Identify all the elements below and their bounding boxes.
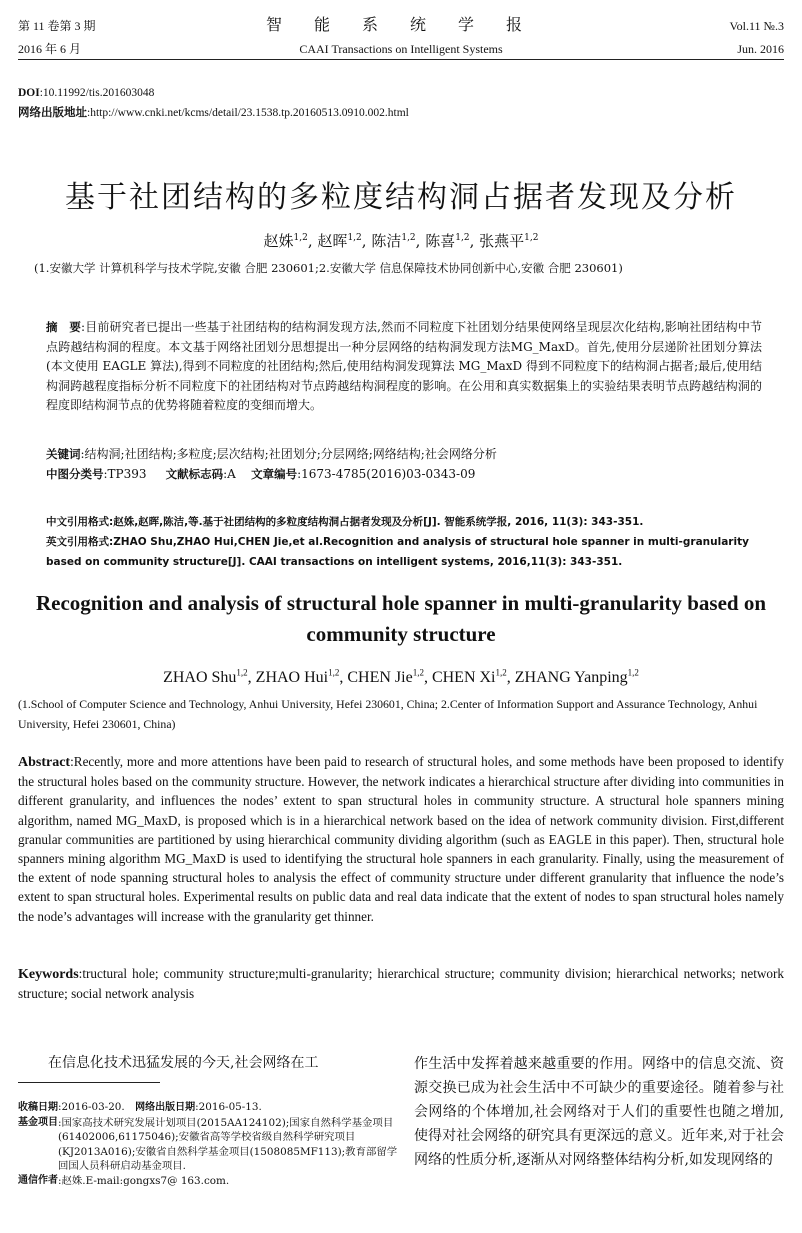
header-volume-cn: 第 11 卷第 3 期 xyxy=(18,19,96,33)
keywords-en-text: :tructural hole; community structure;multi-granularity; hierarchical structure; community division; hierarchical networks; network structure; social network analysis xyxy=(18,966,784,1002)
affiliation-cn: (1.安徽大学 计算机科学与技术学院,安徽 合肥 230601;2.安徽大学 信息保障技术协同创新中心,安徽 合肥 230601) xyxy=(34,261,623,275)
url-label: 网络出版地址 xyxy=(18,107,87,119)
keywords-cn-text: :结构洞;社团结构;多粒度;层次结构;社团划分;分层网络;网络结构;社会网络分析 xyxy=(80,447,497,461)
article-number-label: 文章编号 xyxy=(251,467,298,481)
abstract-cn-text: :目前研究者已提出一些基于社团结构的结构洞发现方法,然而不同粒度下社团划分结果使网络呈现层次化结构,影响社团结构中节点跨越结构洞的程度。本文基于网络社团划分思想提出一种分层网络的结构洞发现方法MG_MaxD。首先,使用分层递阶社团划分算法(本文使用 EAGLE 算法),得到不同粒度的社团结构;然后,使用结构洞发现算法 MG_MaxD 得到不同粒度下的结构洞占据者;最后,使用结构洞跨越程度指标分析不同粒度下的社团结构对节点跨越结构洞程度的影响。在公用和真实数据集上的实验结果表明节点跨越结构洞的程度即结构洞节点的优势将随着粒度的变细而增大。 xyxy=(46,320,762,413)
keywords-cn-label: 关键词 xyxy=(46,447,81,461)
keywords-en-label: Keywords xyxy=(18,967,79,982)
footnotes xyxy=(18,1100,398,1188)
doc-code-value: :A xyxy=(223,467,236,481)
doi-label: DOI xyxy=(18,87,40,99)
abstract-en-text: :Recently, more and more attentions have been paid to research of structural holes, and some methods have been proposed to identify the structural holes based on the community structure. However, the network indicates a hierarchical structure after dividing into communities in different granularity, and influences the nodes’ extent to span structural holes in community structure. A structural hole spanners mining algorithm, named MG_MaxD, is proposed which is in a hierarchical network based on the idea of network community division. First,different granular communities are partitioned by using hierarchical community dividing algorithm (such as EAGLE in this paper). Then, structural hole spanners mining algorithm MG_MaxD is used to identifying the structural hole spanners in each granularity. Finally, using the measurement of the extent of node spanning structural holes to analysis the effect of community structure under different granularity that influence the node’s extent to span structural holes. Experimental results on public data and real data indicate that the extent of nodes to span structural holes namely the node’s advantages will increase with the granularity get thinner. xyxy=(18,754,784,924)
header-date-cn: 2016 年 6 月 xyxy=(18,42,82,56)
clc-label: 中图分类号 xyxy=(46,467,104,481)
doi-line xyxy=(18,84,784,102)
classification-cn xyxy=(46,465,762,484)
doi-value: :10.11992/tis.201603048 xyxy=(39,87,155,99)
author-cn: 张燕平$^{1,2}$ xyxy=(479,232,539,250)
author-en: ZHAO Shu$^{1,2}$, xyxy=(163,668,256,687)
author-cn: 赵晖$^{1,2}$, xyxy=(317,232,367,250)
citation-en: 英文引用格式:ZHAO Shu,ZHAO Hui,CHEN Jie,et al.Recognition and analysis of structural hole spanner in multi-granularity based on community structure[J]. CAAI transactions on intelligent systems, 2016,11(3): 343-351. xyxy=(46,536,749,568)
abstract-en-label: Abstract xyxy=(18,755,71,770)
header-journal-cn: 智 能 系 统 学 报 xyxy=(265,17,536,34)
header-row-2 xyxy=(18,40,784,57)
footnote-funding: 基金项目 :国家高技术研究发展计划项目(2015AA124102);国家自然科学基金项目(61402006,61175046);安徽省高等学校省级自然科学研究项目(KJ2013A016);安徽省自然科学基金项目(1508085MF113);教育部留学回国人员科研启动基金项目. xyxy=(18,1116,398,1172)
author-en: ZHAO Hui$^{1,2}$, xyxy=(255,668,348,687)
url-line xyxy=(18,104,784,122)
footnote-received: 收稿日期:2016-03-20. 网络出版日期:2016-05-13. xyxy=(18,1101,262,1113)
author-cn: 陈喜$^{1,2}$, xyxy=(425,232,475,250)
body-paragraph-left: 在信息化技术迅猛发展的今天,社会网络在工 xyxy=(48,1055,319,1071)
author-cn: 陈洁$^{1,2}$, xyxy=(371,232,421,250)
keywords-en xyxy=(18,964,784,1003)
header-journal-en: CAAI Transactions on Intelligent Systems xyxy=(299,42,503,56)
abstract-cn-label: 摘 要 xyxy=(46,320,81,334)
header-rule xyxy=(18,59,784,60)
url-value: :http://www.cnki.net/kcms/detail/23.1538.tp.20160513.0910.002.html xyxy=(87,107,409,119)
abstract-en xyxy=(18,752,784,926)
abstract-cn xyxy=(46,318,762,416)
header-date-en: Jun. 2016 xyxy=(737,42,784,56)
doc-code-label: 文献标志码 xyxy=(165,467,224,481)
footnote-rule xyxy=(18,1082,160,1083)
author-en: CHEN Jie$^{1,2}$, xyxy=(347,668,432,687)
author-cn: 赵姝$^{1,2}$, xyxy=(263,232,313,250)
article-number-value: :1673-4785(2016)03-0343-09 xyxy=(297,467,476,481)
authors-cn xyxy=(18,230,784,251)
citation-cn: 中文引用格式:赵姝,赵晖,陈洁,等.基于社团结构的多粒度结构洞占据者发现及分析[J]. 智能系统学报, 2016, 11(3): 343-351. xyxy=(46,516,644,528)
author-en: CHEN Xi$^{1,2}$, xyxy=(431,668,515,687)
body-paragraph-right: 作生活中发挥着越来越重要的作用。网络中的信息交流、资源交换已成为社会生活中不可缺少的重要途径。随着参与社会网络的个体增加,社会网络对于人们的重要性也随之增加,使得对社会网络的研究具有更深远的意义。近年来,对于社会网络的性质分析,逐渐从对网络整体结构分析,如发现网络的 xyxy=(414,1056,784,1168)
affiliation-en: (1.School of Computer Science and Technology, Anhui University, Hefei 230601, China; 2.Center of Information Support and Assurance Technology, Anhui University, Hefei 230601, China) xyxy=(18,697,758,731)
title-en: Recognition and analysis of structural hole spanner in multi-granularity based on community structure xyxy=(35,591,767,646)
keywords-cn xyxy=(46,445,762,464)
left-column xyxy=(18,1052,398,1187)
header-row-1 xyxy=(18,12,784,35)
clc-value: :TP393 xyxy=(103,467,147,481)
header-volume-en: Vol.11 №.3 xyxy=(729,19,784,33)
author-en: ZHANG Yanping$^{1,2}$ xyxy=(514,668,639,687)
title-cn: 基于社团结构的多粒度结构洞占据者发现及分析 xyxy=(65,180,737,215)
footnote-corresponding: 通信作者 :赵姝.E-mail:gongxs7@ 163.com. xyxy=(18,1174,230,1187)
authors-en xyxy=(18,668,784,687)
citation-block xyxy=(46,512,762,572)
